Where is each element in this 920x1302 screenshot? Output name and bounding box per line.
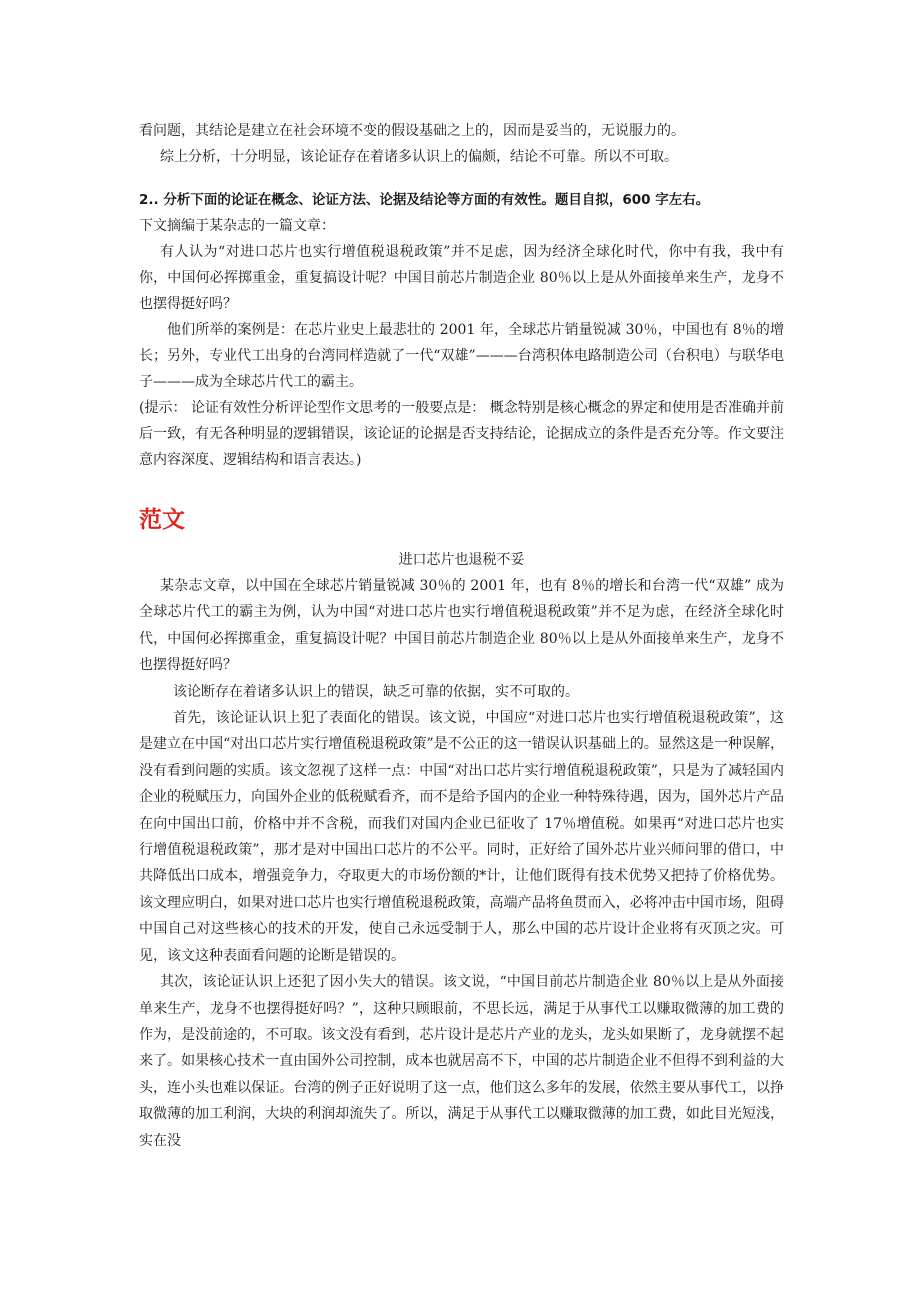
question-paragraph-2: 他们所举的案例是：在芯片业史上最悲壮的 2001 年，全球芯片销量锐减 30％，中国也有 8％的增长；另外，专业代工出身的台湾同样造就了一代“双雄”———台湾积体电路制造公司（台积电）与联华电子———成为全球芯片代工的霸主。 bbox=[139, 322, 784, 390]
essay-paragraph-4: 其次，该论证认识上还犯了因小失大的错误。该文说，“中国目前芯片制造企业 80％以上是从外面接单来生产，龙身不也摆得挺好吗？”，这种只顾眼前，不思长远，满足于从事代工以赚取微薄的加工费的作为，是没前途的，不可取。该文没有看到，芯片设计是芯片产业的龙头，龙头如果断了，龙身就摆不起来了。如果核心技术一直由国外公司控制，成本也就居高不下，中国的芯片制造企业不但得不到利益的大头，连小头也难以保证。台湾的例子正好说明了这一点，他们这么多年的发展，依然主要从事代工，以挣取微薄的加工利润，大块的利润却流失了。所以，满足于从事代工以赚取微薄的加工费，如此目光短浅，实在没 bbox=[139, 974, 784, 1149]
question-title: 2.. 分析下面的论证在概念、论证方法、论据及结论等方面的有效性。题目自拟，600 字左右。 bbox=[139, 192, 710, 208]
question-source: 下文摘编于某杂志的一篇文章： bbox=[139, 218, 335, 234]
opening-line-1: 看问题，其结论是建立在社会环境不变的假设基础之上的，因而是妥当的，无说服力的。 bbox=[139, 123, 685, 139]
question-paragraph-1: 有人认为“对进口芯片也实行增值税退税政策”并不足虑，因为经济全球化时代，你中有我，我中有你，中国何必挥掷重金，重复搞设计呢？中国目前芯片制造企业 80％以上是从外面接单来生产，龙身不也摆得挺好吗？ bbox=[139, 244, 784, 312]
document-body bbox=[139, 118, 784, 1154]
essay-paragraph-2: 该论断存在着诸多认识上的错误，缺乏可靠的依据，实不可取的。 bbox=[173, 683, 579, 700]
question-hint: (提示： 论证有效性分析评论型作文思考的一般要点是： 概念特别是核心概念的界定和使用是否准确并前后一致，有无各种明显的逻辑错误，该论证的论据是否支持结论，论据成立的条件是否充分等。作文要注意内容深度、逻辑结构和语言表达。) bbox=[139, 400, 784, 468]
fanwen-heading: 范文 bbox=[139, 507, 185, 533]
essay-body bbox=[139, 573, 784, 1154]
opening-line-2: 综上分析，十分明显，该论证存在着诸多认识上的偏颇，结论不可靠。所以不可取。 bbox=[160, 149, 678, 165]
essay-paragraph-1: 某杂志文章，以中国在全球芯片销量锐减 30％的 2001 年，也有 8％的增长和台湾一代“双雄” 成为全球芯片代工的霸主为例，认为中国“对进口芯片也实行增值税退税政策”并不足为虑，在经济全球化时代，中国何必挥掷重金，重复搞设计呢？中国目前芯片制造企业 80％以上是从外面接单来生产，龙身不也摆得挺好吗？ bbox=[139, 578, 784, 674]
essay-paragraph-3: 首先，该论证认识上犯了表面化的错误。该文说，中国应“对进口芯片也实行增值税退税政策”，这是建立在中国“对出口芯片实行增值税退税政策”是不公正的这一错误认识基础上的。显然这是一种误解，没有看到问题的实质。该文忽视了这样一点：中国“对出口芯片实行增值税退税政策”，只是为了减轻国内企业的税赋压力，向国外企业的低税赋看齐，而不是给予国内的企业一种特殊待遇，因为，国外芯片产品在向中国出口前，价格中并不含税，而我们对国内企业已征收了 17％增值税。如果再“对进口芯片也实行增值税退税政策”，那才是对中国出口芯片的不公平。同时，正好给了国外芯片业兴师问罪的借口，中共降低出口成本，增强竞争力，夺取更大的市场份额的*计，让他们既得有技术优势又把持了价格优势。该文理应明白，如果对进口芯片也实行增值税退税政策，高端产品将鱼贯而入，必将冲击中国市场，阻碍中国自己对这些核心的技术的开发，使自己永远受制于人，那么中国的芯片设计企业将有灭顶之灾。可见，该文这种表面看问题的论断是错误的。 bbox=[139, 710, 784, 964]
essay-title: 进口芯片也退税不妥 bbox=[398, 552, 525, 568]
